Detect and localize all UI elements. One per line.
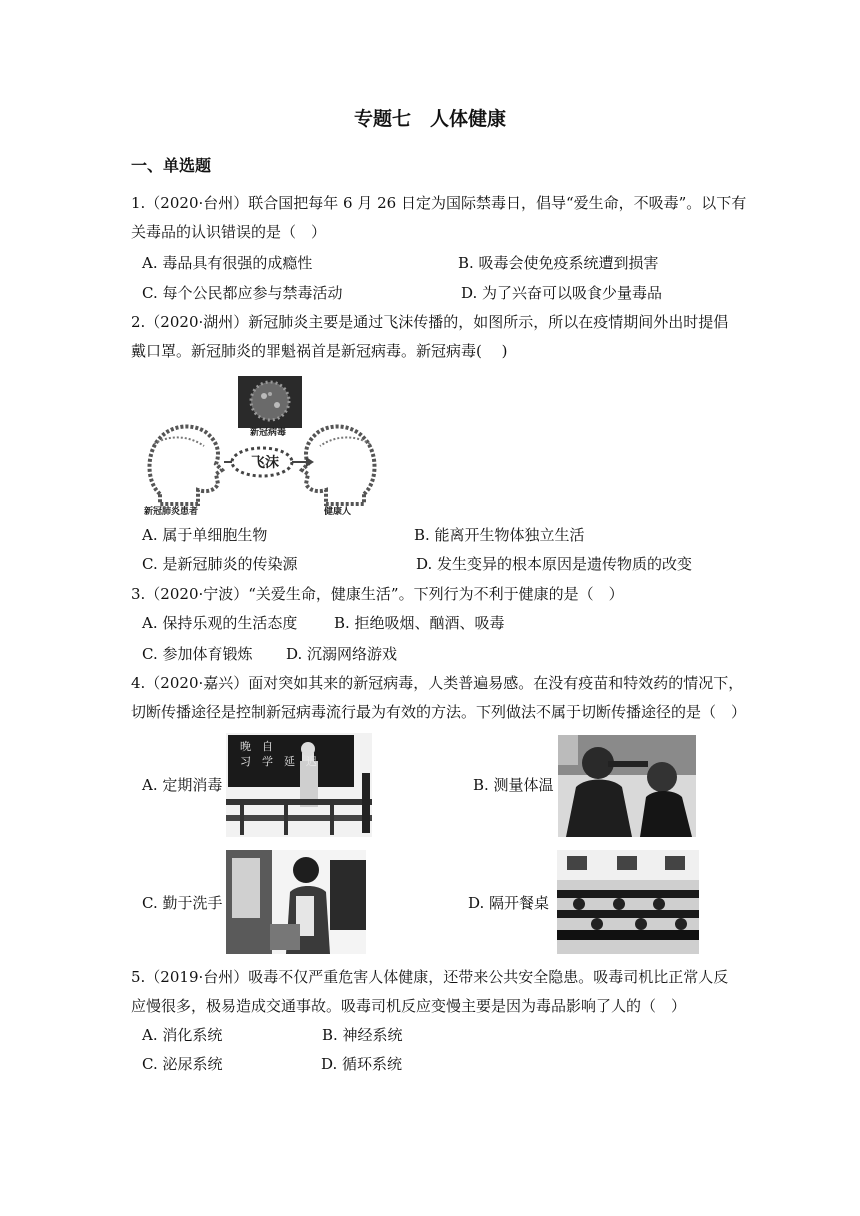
- question-3-option-b[interactable]: B. 拒绝吸烟、酗酒、吸毒: [334, 614, 505, 632]
- question-3-option-a[interactable]: A. 保持乐观的生活态度: [142, 614, 298, 632]
- question-2-stem-line2: 戴口罩。新冠肺炎的罪魁祸首是新冠病毒。新冠病毒( ): [131, 342, 508, 360]
- question-1-stem-line2: 关毒品的认识错误的是（ ）: [131, 223, 327, 241]
- temperature-check-photo: [558, 735, 696, 837]
- question-1-option-c[interactable]: C. 每个公民都应参与禁毒活动: [142, 284, 343, 302]
- question-2-stem-line1: 2.（2020·湖州）新冠肺炎主要是通过飞沫传播的，如图所示，所以在疫情期间外出时提倡: [131, 313, 729, 331]
- question-4-option-b[interactable]: B. 测量体温: [473, 776, 554, 794]
- question-5-option-b[interactable]: B. 神经系统: [322, 1026, 403, 1044]
- handwashing-photo: [226, 850, 366, 954]
- separated-tables-photo: [557, 850, 699, 954]
- virus-icon: [251, 382, 289, 420]
- question-5-stem-line1: 5.（2019·台州）吸毒不仅严重危害人体健康，还带来公共安全隐患。吸毒司机比正常人反: [131, 968, 729, 986]
- question-2-option-d[interactable]: D. 发生变异的根本原因是遗传物质的改变: [416, 555, 693, 573]
- question-2-option-b[interactable]: B. 能离开生物体独立生活: [414, 526, 585, 544]
- question-1-option-a[interactable]: A. 毒品具有很强的成瘾性: [142, 254, 313, 272]
- question-4-option-c[interactable]: C. 勤于洗手: [142, 894, 223, 912]
- question-5-stem-line2: 应慢很多，极易造成交通事故。吸毒司机反应变慢主要是因为毒品影响了人的（ ）: [131, 997, 687, 1015]
- blackboard-text: 晚 自 习 学 延 迟: [240, 740, 317, 768]
- disinfection-photo: [226, 733, 372, 837]
- question-4-stem-line1: 4.（2020·嘉兴）面对突如其来的新冠病毒，人类普遍易感。在没有疫苗和特效药的情况下，: [131, 674, 744, 692]
- question-1-option-b[interactable]: B. 吸毒会使免疫系统遭到损害: [458, 254, 659, 272]
- healthy-person-label: 健康人: [324, 507, 352, 517]
- page-title: 专题七 人体健康: [353, 108, 506, 130]
- droplet-label: 飞沫: [251, 455, 279, 471]
- section-heading: 一、单选题: [131, 156, 212, 175]
- question-5-option-c[interactable]: C. 泌尿系统: [142, 1055, 223, 1073]
- question-3-stem: 3.（2020·宁波）“关爱生命，健康生活”。下列行为不利于健康的是（ ）: [131, 585, 624, 603]
- question-3-option-c[interactable]: C. 参加体育锻炼: [142, 645, 253, 663]
- question-4-option-d[interactable]: D. 隔开餐桌: [468, 894, 550, 912]
- question-1-option-d[interactable]: D. 为了兴奋可以吸食少量毒品: [461, 284, 663, 302]
- question-5-option-a[interactable]: A. 消化系统: [142, 1026, 223, 1044]
- virus-label: 新冠病毒: [250, 428, 287, 438]
- question-3-option-d[interactable]: D. 沉溺网络游戏: [286, 645, 398, 663]
- question-5-option-d[interactable]: D. 循环系统: [321, 1055, 403, 1073]
- patient-label: 新冠肺炎患者: [144, 507, 199, 517]
- arrow-head-icon: [306, 457, 314, 467]
- question-2-option-c[interactable]: C. 是新冠肺炎的传染源: [142, 555, 298, 573]
- question-4-stem-line2: 切断传播途径是控制新冠病毒流行最为有效的方法。下列做法不属于切断传播途径的是（ ）: [131, 703, 747, 721]
- question-2-option-a[interactable]: A. 属于单细胞生物: [142, 526, 268, 544]
- droplet-transmission-figure: [140, 374, 380, 520]
- droplet-transmission-illustration: [140, 374, 380, 520]
- question-1-stem-line1: 1.（2020·台州）联合国把每年 6 月 26 日定为国际禁毒日，倡导“爱生命，不吸毒”。以下有: [131, 194, 747, 212]
- question-4-option-a[interactable]: A. 定期消毒: [142, 776, 223, 794]
